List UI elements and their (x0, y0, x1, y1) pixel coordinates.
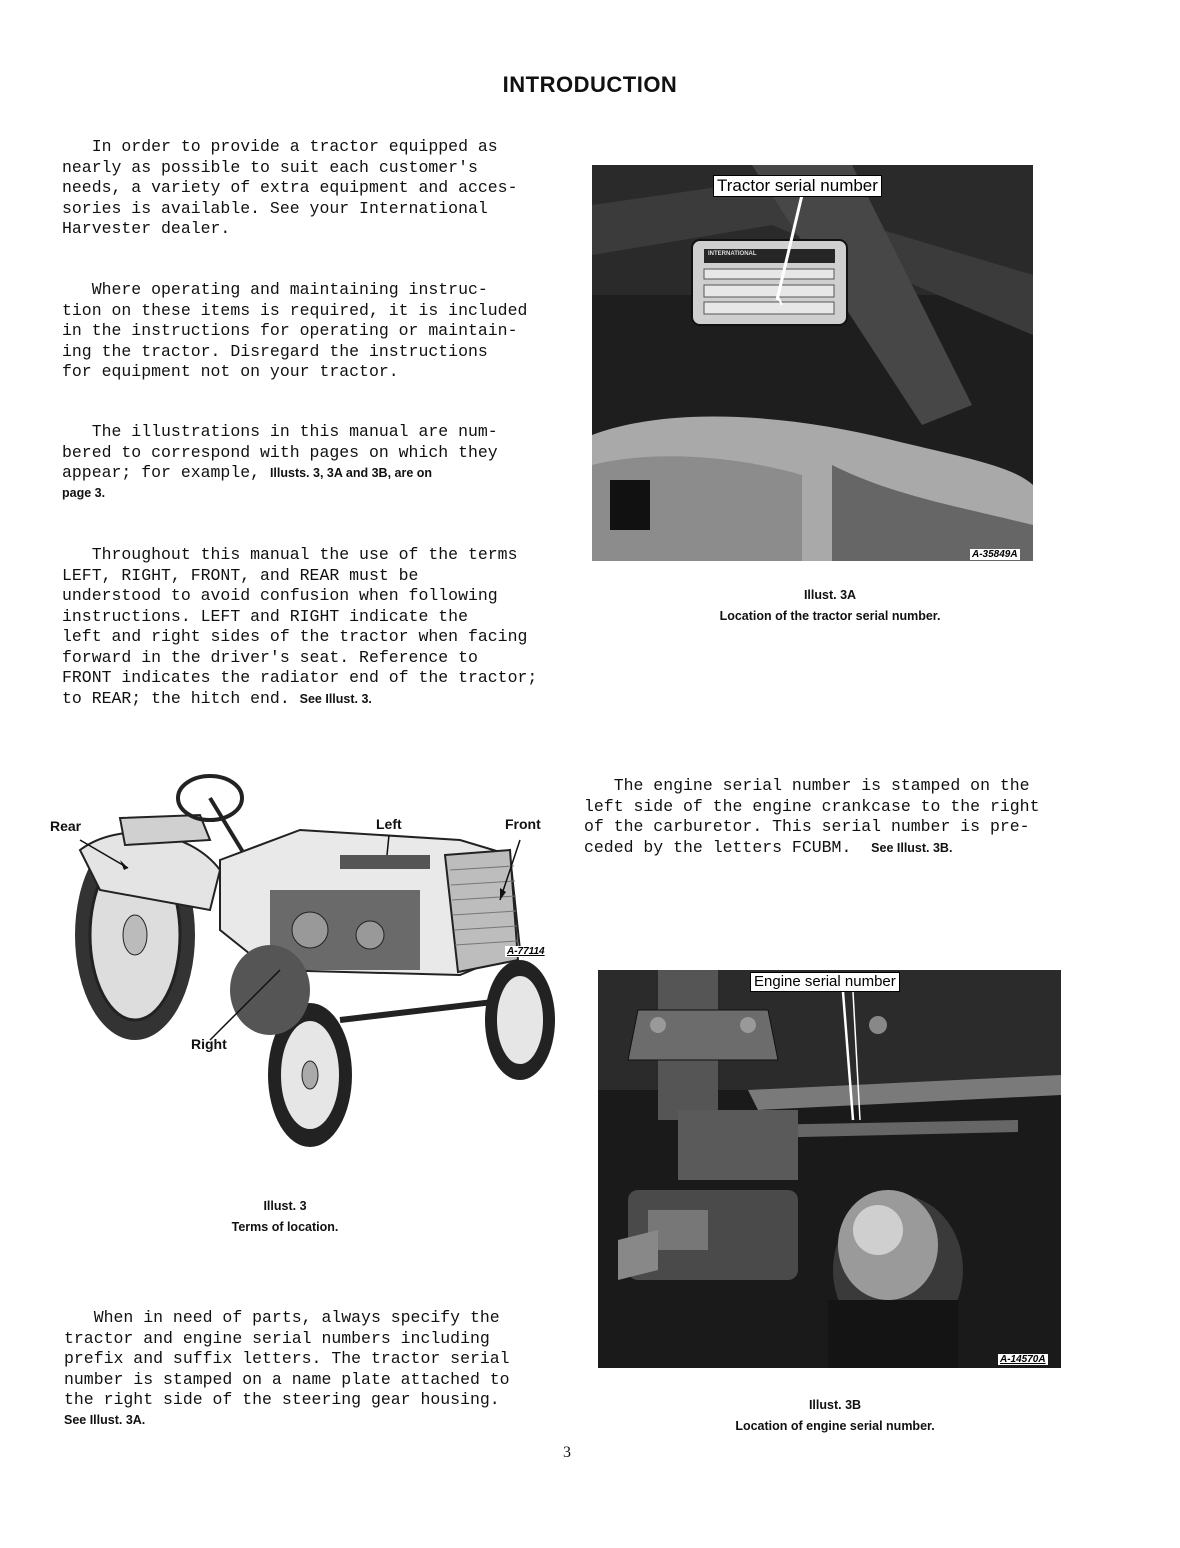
illust-3-caption-title: Illust. 3 (263, 1199, 307, 1213)
parts-reference: See Illust. 3A. (64, 1412, 146, 1427)
tractor-serial-callout: Tractor serial number (713, 175, 882, 197)
illust-3-part-number: A-77114 (507, 946, 545, 957)
tractor-plate-image (592, 165, 1033, 561)
illust-3b-caption (680, 1395, 990, 1437)
engine-serial-callout: Engine serial number (750, 972, 900, 992)
engine-serial-reference: See Illust. 3B. (871, 840, 953, 855)
illust-3b-caption-text: Location of engine serial number. (735, 1419, 935, 1433)
illust-3b-caption-title: Illust. 3B (808, 1398, 862, 1412)
paragraph-illustrations-text: The illustrations in this manual are num- bered to correspond with pages on which they appear; for example, (62, 422, 498, 482)
plate-brand-text: INTERNATIONAL (708, 251, 757, 257)
paragraph-engine-serial-text: The engine serial number is stamped on the left side of the engine crankcase to the right of the carburetor. This serial number is pre- ceded by the letters FCUBM. (584, 776, 1040, 857)
terms-reference: See Illust. 3. (299, 691, 372, 706)
paragraph-engine-serial (584, 776, 1039, 858)
paragraph-parts-text: When in need of parts, always specify the tractor and engine serial numbers including prefix and suffix letters. The tractor serial number is stamped on a name plate attached to the right side of the steering gear housing. (64, 1308, 510, 1409)
page-number: 3 (563, 1444, 571, 1461)
paragraph-illustrations (62, 422, 498, 502)
illust-3a-part-number: A-35849A (972, 549, 1018, 560)
label-left: Left (376, 816, 402, 832)
paragraph-equipment: In order to provide a tractor equipped as nearly as possible to suit each customer's needs, a variety of extra equipment and acces- sories is available. See your International Harvester dealer. (62, 137, 518, 238)
label-right: Right (191, 1036, 227, 1052)
engine-carburetor-image (598, 970, 1061, 1368)
illust-3-caption (160, 1196, 410, 1238)
label-front: Front (505, 816, 541, 832)
paragraph-terms (62, 545, 537, 709)
illust-3-drawing (40, 760, 570, 1170)
page-title: INTRODUCTION (502, 72, 678, 97)
illust-3a-caption-title: Illust. 3A (803, 588, 857, 602)
label-rear: Rear (50, 818, 82, 834)
paragraph-instructions: Where operating and maintaining instruc- tion on these items is required, it is included in the instructions for operating or maintain- ing the tractor. Disregard the instructions for equipment not on your tractor. (62, 280, 528, 381)
illust-3b-part-number: A-14570A (1000, 1354, 1046, 1365)
illustrations-reference: Illusts. 3, 3A and 3B, are on (269, 466, 433, 480)
illustrations-reference-page: page 3. (62, 485, 106, 500)
paragraph-terms-text: Throughout this manual the use of the terms LEFT, RIGHT, FRONT, and REAR must be understood to avoid confusion when following instructions. LEFT and RIGHT indicate the left and right sides of the tractor when facing forward in the driver's seat. Reference to FRONT indicates the radiator end of the tractor; to REAR; the hitch end. (62, 545, 538, 708)
illust-3a-caption-text: Location of the tractor serial number. (719, 609, 941, 623)
illust-3-caption-text: Terms of location. (231, 1220, 339, 1234)
illust-3a-photo (592, 165, 1033, 561)
tractor-illustration (40, 760, 570, 1170)
paragraph-parts (64, 1308, 510, 1429)
illust-3b-photo (598, 970, 1061, 1368)
illust-3a-caption (640, 585, 1020, 627)
